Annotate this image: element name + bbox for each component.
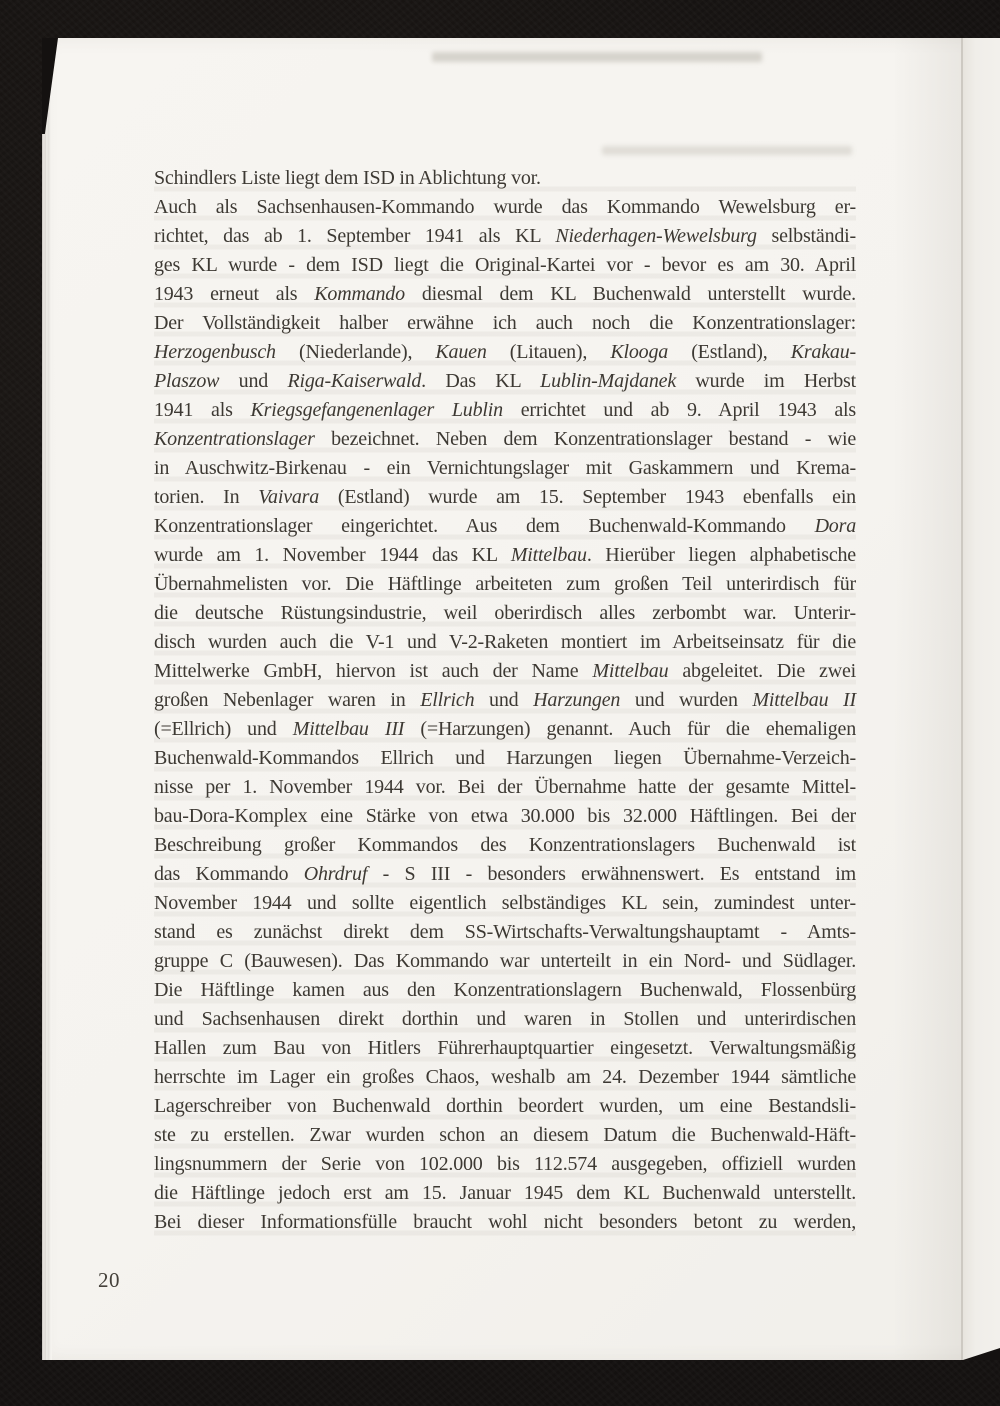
stacked-page-edges — [42, 38, 52, 1360]
text-line — [154, 715, 856, 744]
text-segment: gruppe C (Bauwesen). Das Kommando war unterteilt in ein Nord- und Südlager. — [154, 950, 856, 972]
text-segment: und wurden — [620, 689, 753, 711]
text-line — [154, 570, 856, 599]
text-line — [154, 1179, 856, 1208]
text-segment: 1941 als — [154, 399, 251, 421]
text-segment: Mittelwerke GmbH, hiervon ist auch der Name — [154, 660, 593, 682]
text-segment: diesmal dem KL Buchenwald unterstellt wurde. — [404, 283, 856, 305]
italic-text-segment: Ohrdruf — [303, 863, 368, 885]
text-line — [154, 338, 856, 367]
text-line — [154, 483, 856, 512]
text-segment: großen Nebenlager waren in — [154, 689, 421, 711]
bleedthrough-mark — [432, 52, 762, 62]
text-line — [154, 425, 856, 454]
text-block — [154, 164, 856, 1237]
text-segment: ste zu erstellen. Zwar wurden schon an diesem Datum die Buchenwald-Häft- — [154, 1124, 856, 1146]
italic-text-segment: Herzogenbusch — [154, 341, 276, 363]
text-segment: und — [474, 689, 534, 711]
text-line — [154, 802, 856, 831]
text-segment: bau-Dora-Komplex eine Stärke von etwa 30.000 bis 32.000 Häftlingen. Bei der — [154, 805, 856, 827]
italic-text-segment: Konzentrationslager — [154, 428, 315, 450]
gutter-shadow — [893, 38, 963, 1360]
text-segment: (=Ellrich) und — [154, 718, 293, 740]
text-segment: disch wurden auch die V-1 und V-2-Raketen montiert im Arbeitseinsatz für die — [154, 631, 856, 653]
text-segment: (Estland), — [668, 341, 791, 363]
text-line — [154, 1121, 856, 1150]
text-line — [154, 599, 856, 628]
text-segment: lingsnummern der Serie von 102.000 bis 112.574 ausgegeben, offiziell wurden — [154, 1153, 856, 1175]
text-line — [154, 164, 856, 193]
italic-text-segment: Kriegsgefangenenlager Lublin — [250, 399, 503, 421]
text-line — [154, 686, 856, 715]
gutter-fold-strip — [961, 38, 1000, 1360]
text-line — [154, 1005, 856, 1034]
text-segment: (=Harzungen) genannt. Auch für die ehemaligen — [404, 718, 857, 740]
text-line — [154, 396, 856, 425]
text-segment: Konzentrationslager eingerichtet. Aus dem Buchenwald-Kommando — [154, 515, 815, 537]
italic-text-segment: Harzungen — [533, 689, 621, 711]
text-segment: wurde am 1. November 1944 das KL — [154, 544, 511, 566]
bleedthrough-mark — [602, 146, 852, 155]
gutter-bottom-notch — [963, 1344, 1000, 1360]
italic-text-segment: Dora — [814, 515, 856, 537]
text-line — [154, 454, 856, 483]
text-segment: abgeleitet. Die zwei — [668, 660, 856, 682]
italic-text-segment: Mittelbau II — [752, 689, 856, 711]
text-line — [154, 251, 856, 280]
italic-text-segment: Mittelbau — [592, 660, 669, 682]
text-segment: - S III - besonders erwähnenswert. Es entstand im — [367, 863, 856, 885]
text-line — [154, 628, 856, 657]
text-segment: Die Häftlinge kamen aus den Konzentrationslagern Buchenwald, Flossenbürg — [154, 979, 856, 1001]
text-segment: November 1944 und sollte eigentlich selbständiges KL sein, zumindest unter- — [154, 892, 856, 914]
text-segment: in Auschwitz-Birkenau - ein Vernichtungslager mit Gaskammern und Krema- — [154, 457, 856, 479]
text-line — [154, 541, 856, 570]
text-segment: nisse per 1. November 1944 vor. Bei der Übernahme hatte der gesamte Mittel- — [154, 776, 856, 798]
text-line — [154, 947, 856, 976]
italic-text-segment: Vaivara — [258, 486, 320, 508]
text-line — [154, 193, 856, 222]
text-segment: torien. In — [154, 486, 259, 508]
text-segment: die Häftlinge jedoch erst am 15. Januar 1945 dem KL Buchenwald unterstellt. — [154, 1182, 856, 1204]
text-segment: Lagerschreiber von Buchenwald dorthin beordert wurden, um eine Bestandsli- — [154, 1095, 856, 1117]
text-line — [154, 831, 856, 860]
text-line — [154, 512, 856, 541]
text-segment: die deutsche Rüstungsindustrie, weil oberirdisch alles zerbombt war. Unterir- — [154, 602, 856, 624]
italic-text-segment: Klooga — [610, 341, 669, 363]
italic-text-segment: Mittelbau III — [292, 718, 405, 740]
text-segment: Der Vollständigkeit halber erwähne ich auch noch die Konzentrationslager: — [154, 312, 856, 334]
italic-text-segment: Plaszow — [154, 370, 220, 392]
text-line — [154, 222, 856, 251]
text-segment: Beschreibung großer Kommandos des Konzentrationslagers Buchenwald ist — [154, 834, 856, 856]
text-segment: errichtet und ab 9. April 1943 als — [502, 399, 856, 421]
text-segment: Schindlers Liste liegt dem ISD in Ablichtung vor. — [154, 167, 541, 189]
text-line — [154, 367, 856, 396]
italic-text-segment: Krakau- — [790, 341, 856, 363]
italic-text-segment: Lublin-Majdanek — [540, 370, 677, 392]
text-line — [154, 860, 856, 889]
text-line — [154, 976, 856, 1005]
text-line — [154, 657, 856, 686]
text-line — [154, 918, 856, 947]
text-segment: das Kommando — [154, 863, 304, 885]
text-line — [154, 309, 856, 338]
text-segment: bezeichnet. Neben dem Konzentrationslager bestand - wie — [314, 428, 856, 450]
text-line — [154, 1063, 856, 1092]
text-segment: Buchenwald-Kommandos Ellrich und Harzungen liegen Übernahme-Verzeich- — [154, 747, 856, 769]
text-line — [154, 280, 856, 309]
text-segment: und Sachsenhausen direkt dorthin und waren in Stollen und unterirdischen — [154, 1008, 856, 1030]
page-number: 20 — [98, 1268, 120, 1292]
italic-text-segment: Riga-Kaiserwald — [287, 370, 422, 392]
italic-text-segment: Kommando — [314, 283, 405, 305]
italic-text-segment: Kauen — [435, 341, 487, 363]
text-segment: selbständi- — [756, 225, 856, 247]
text-segment: Hallen zum Bau von Hitlers Führerhauptquartier eingesetzt. Verwaltungsmäßig — [154, 1037, 856, 1059]
text-segment: wurde im Herbst — [676, 370, 856, 392]
text-line — [154, 773, 856, 802]
text-segment: richtet, das ab 1. September 1941 als KL — [154, 225, 556, 247]
text-line — [154, 744, 856, 773]
text-segment: Auch als Sachsenhausen-Kommando wurde das Kommando Wewelsburg er- — [154, 196, 856, 218]
italic-text-segment: Niederhagen-Wewelsburg — [555, 225, 757, 247]
text-segment: 1943 erneut als — [154, 283, 315, 305]
text-segment: (Litauen), — [486, 341, 611, 363]
italic-text-segment: Ellrich — [420, 689, 475, 711]
text-segment: (Niederlande), — [275, 341, 436, 363]
text-segment: Bei dieser Informationsfülle braucht wohl nicht besonders betont zu werden, — [154, 1211, 856, 1233]
text-line — [154, 1208, 856, 1237]
text-line — [154, 889, 856, 918]
text-line — [154, 1150, 856, 1179]
text-segment: Übernahmelisten vor. Die Häftlinge arbeiteten zum großen Teil unterirdisch für — [154, 573, 856, 595]
text-segment: ges KL wurde - dem ISD liegt die Original-Kartei vor - bevor es am 30. April — [154, 254, 856, 276]
text-segment: (Estland) wurde am 15. September 1943 ebenfalls ein — [319, 486, 856, 508]
text-segment: und — [219, 370, 288, 392]
text-segment: . Das KL — [421, 370, 541, 392]
text-line — [154, 1034, 856, 1063]
text-segment: stand es zunächst direkt dem SS-Wirtschafts-Verwaltungshauptamt - Amts- — [154, 921, 856, 943]
text-line — [154, 1092, 856, 1121]
text-segment: herrschte im Lager ein großes Chaos, weshalb am 24. Dezember 1944 sämtliche — [154, 1066, 856, 1088]
text-segment: . Hierüber liegen alphabetische — [586, 544, 856, 566]
italic-text-segment: Mittelbau — [510, 544, 587, 566]
